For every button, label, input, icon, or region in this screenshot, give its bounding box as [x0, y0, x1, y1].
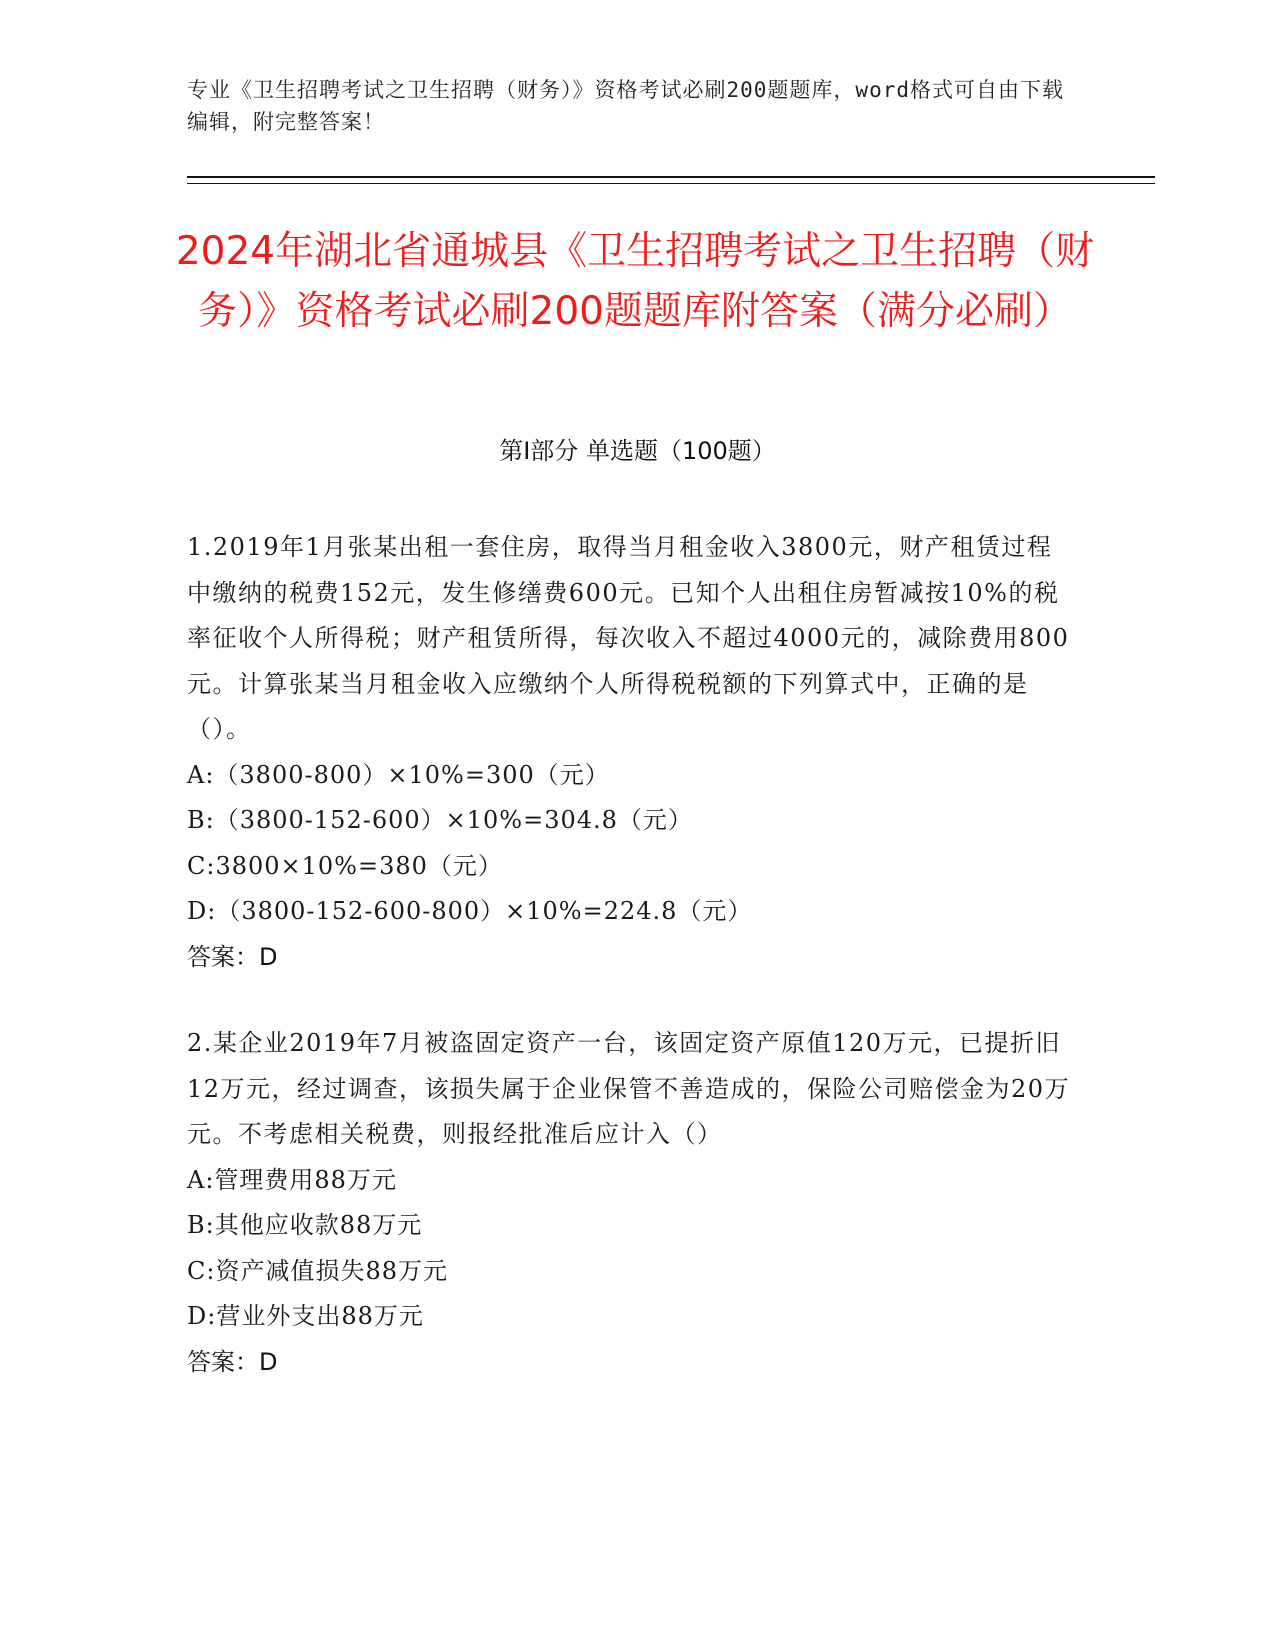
answer: 答案：D: [187, 1347, 278, 1376]
question-stem: 2.某企业2019年7月被盗固定资产一台，该固定资产原值120万元，已提折旧12万元，经过调查，该损失属于企业保管不善造成的，保险公司赔偿金为20万元。不考虑相关税费，则报经批准后应计入（）: [187, 1029, 1071, 1148]
question-1: [187, 525, 1077, 980]
answer: 答案：D: [187, 942, 278, 971]
question-stem: 1.2019年1月张某出租一套住房，取得当月租金收入3800元，财产租赁过程中缴纳的税费152元，发生修缮费600元。已知个人出租住房暂减按10%的税率征收个人所得税；财产租赁所得，每次收入不超过4000元的，减除费用800元。计算张某当月租金收入应缴纳个人所得税税额的下列算式中，正确的是（）。: [187, 533, 1070, 743]
section-title: 第Ⅰ部分 单选题（100题）: [499, 437, 776, 465]
question-2: [187, 1021, 1077, 1385]
option-b: B:（3800-152-600）×10%=304.8（元）: [187, 806, 693, 834]
option-c: C:资产减值损失88万元: [187, 1256, 448, 1285]
header-divider-thick: [187, 176, 1155, 178]
option-a: A:管理费用88万元: [187, 1165, 397, 1194]
header-divider-thin: [187, 183, 1155, 184]
option-d: D:营业外支出88万元: [187, 1302, 424, 1330]
header-note: 专业《卫生招聘考试之卫生招聘（财务）》资格考试必刷200题题库，word格式可自由下载编辑，附完整答案！: [187, 78, 1064, 134]
option-b: B:其他应收款88万元: [187, 1211, 423, 1239]
document-title: 2024年湖北省通城县《卫生招聘考试之卫生招聘（财务）》资格考试必刷200题题库附答案（满分必刷）: [175, 229, 1095, 334]
option-a: A:（3800-800）×10%=300（元）: [187, 760, 610, 789]
option-c: C:3800×10%=380（元）: [187, 851, 503, 880]
option-d: D:（3800-152-600-800）×10%=224.8（元）: [187, 897, 753, 925]
